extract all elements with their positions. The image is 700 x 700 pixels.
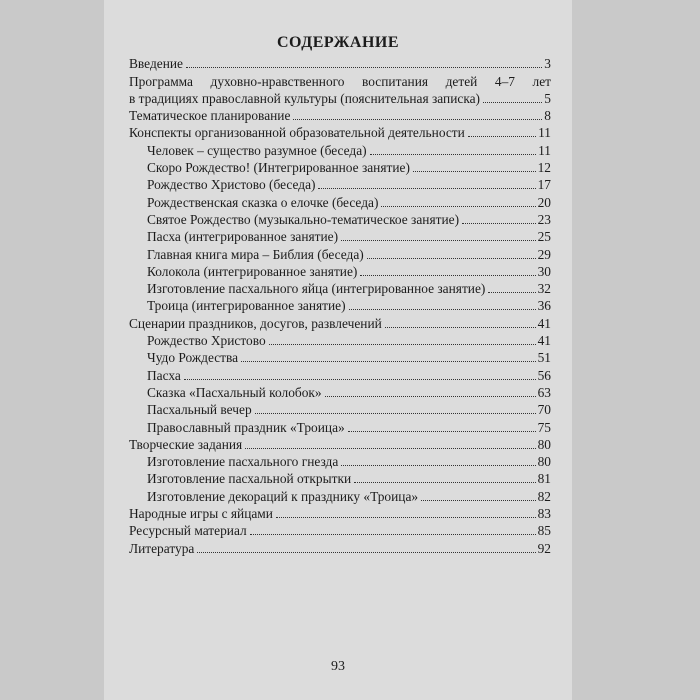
toc-entry-title: Человек – существо разумное (беседа) [147, 142, 367, 158]
dot-leader [341, 465, 535, 466]
toc-entry-page: 36 [537, 298, 551, 314]
toc-entry-title: Творческие задания [129, 436, 243, 452]
toc-entry [129, 470, 551, 487]
toc-entry [129, 245, 551, 262]
toc-entry [129, 107, 551, 124]
toc-entry [129, 522, 551, 539]
toc-entry-title: Рождественская сказка о елочке (беседа) [147, 194, 379, 210]
dot-leader [276, 517, 536, 518]
toc-entry-page: 83 [537, 506, 551, 522]
toc-entry-title: Святое Рождество (музыкально-тематическое занятие) [147, 211, 460, 227]
toc-entry-page: 81 [537, 471, 551, 487]
dot-leader [488, 292, 535, 293]
toc-entry [129, 349, 551, 366]
toc-entry-page: 3 [544, 56, 551, 72]
book-page [104, 0, 572, 700]
toc-entry-title: Колокола (интегрированное занятие) [147, 263, 358, 279]
dot-leader [197, 552, 535, 553]
toc-entry-title: Конспекты организованной образовательной деятельности [129, 125, 465, 141]
toc-entry-title: в традициях православной культуры (пояснительная записка) [129, 90, 481, 106]
toc-entry [129, 332, 551, 349]
toc-entry-page: 63 [537, 384, 551, 400]
dot-leader [468, 136, 536, 137]
toc-entry-page: 56 [537, 367, 551, 383]
toc-entry [129, 453, 551, 470]
toc-entry [129, 90, 551, 107]
toc-entry [129, 211, 551, 228]
toc-entry [129, 228, 551, 245]
toc-entry-title: Сказка «Пасхальный колобок» [147, 384, 322, 400]
toc-entry [129, 193, 551, 210]
toc-entry [129, 297, 551, 314]
dot-leader [483, 102, 542, 103]
dot-leader [354, 482, 535, 483]
dot-leader [318, 188, 535, 189]
toc-entry-title: Изготовление пасхальной открытки [147, 471, 352, 487]
toc-entry-title: Сценарии праздников, досугов, развлечений [129, 315, 382, 331]
toc-entry [129, 176, 551, 193]
toc-entry-title: Православный праздник «Троица» [147, 419, 345, 435]
dot-leader [462, 223, 536, 224]
dot-leader [385, 327, 536, 328]
toc-entry-title: Изготовление пасхального гнезда [147, 454, 339, 470]
toc-entry [129, 124, 551, 141]
toc-entry-title: Введение [129, 56, 183, 72]
dot-leader [381, 206, 535, 207]
toc-entry-title: Ресурсный материал [129, 523, 247, 539]
dot-leader [255, 413, 536, 414]
toc-entry-page: 30 [537, 263, 551, 279]
toc-entry [129, 159, 551, 176]
dot-leader [184, 379, 536, 380]
toc-entry-page: 5 [544, 90, 551, 106]
dot-leader [293, 119, 542, 120]
toc-entry [129, 280, 551, 297]
toc-entry-page: 32 [537, 281, 551, 297]
dot-leader [360, 275, 535, 276]
dot-leader [413, 171, 536, 172]
dot-leader [421, 500, 536, 501]
dot-leader [250, 534, 536, 535]
toc-entry-page: 80 [537, 436, 551, 452]
toc-entry-title: Рождество Христово (беседа) [147, 177, 316, 193]
toc-entry-title: Троица (интегрированное занятие) [147, 298, 346, 314]
table-of-contents [129, 55, 551, 557]
toc-entry-page: 17 [537, 177, 551, 193]
toc-entry-page: 8 [544, 108, 551, 124]
dot-leader [186, 67, 542, 68]
toc-entry-title: Главная книга мира – Библия (беседа) [147, 246, 364, 262]
toc-entry-page: 41 [537, 315, 551, 331]
toc-entry-title: Пасха [147, 367, 181, 383]
toc-entry-page: 29 [537, 246, 551, 262]
toc-entry-title: Изготовление пасхального яйца (интегрированное занятие) [147, 281, 486, 297]
dot-leader [341, 240, 536, 241]
toc-entry [129, 487, 551, 504]
toc-entry-title: Рождество Христово [147, 333, 266, 349]
toc-entry [129, 263, 551, 280]
toc-entry [129, 418, 551, 435]
toc-entry-page: 92 [537, 540, 551, 556]
toc-entry-title: Пасха (интегрированное занятие) [147, 229, 339, 245]
dot-leader [349, 309, 536, 310]
toc-entry-title: Программа духовно-нравственного воспитания детей 4–7 лет [129, 73, 551, 89]
toc-entry-title: Пасхальный вечер [147, 402, 252, 418]
dot-leader [325, 396, 536, 397]
toc-entry-page: 11 [538, 125, 551, 141]
toc-entry [129, 401, 551, 418]
toc-entry-page: 51 [537, 350, 551, 366]
toc-entry-page: 41 [537, 333, 551, 349]
toc-entry-page: 11 [538, 142, 551, 158]
toc-entry [129, 505, 551, 522]
dot-leader [245, 448, 535, 449]
toc-entry-page: 23 [537, 211, 551, 227]
toc-entry-title: Народные игры с яйцами [129, 506, 273, 522]
dot-leader [241, 361, 535, 362]
toc-entry-title: Изготовление декораций к празднику «Троица» [147, 488, 419, 504]
toc-entry-page: 80 [537, 454, 551, 470]
toc-entry-title: Скоро Рождество! (Интегрированное занятие) [147, 160, 410, 176]
toc-entry-page: 75 [537, 419, 551, 435]
toc-entry-page: 20 [537, 194, 551, 210]
toc-entry-title: Чудо Рождества [147, 350, 239, 366]
page-number: 93 [331, 659, 345, 674]
toc-entry [129, 55, 551, 72]
toc-entry [129, 72, 551, 89]
toc-entry [129, 384, 551, 401]
dot-leader [269, 344, 536, 345]
toc-entry-title: Тематическое планирование [129, 108, 291, 124]
toc-entry-page: 82 [537, 488, 551, 504]
toc-entry-title: Литература [129, 540, 195, 556]
dot-leader [348, 431, 536, 432]
toc-entry-page: 25 [537, 229, 551, 245]
dot-leader [370, 154, 536, 155]
page-title: СОДЕРЖАНИЕ [276, 34, 400, 51]
toc-entry [129, 141, 551, 158]
toc-entry [129, 314, 551, 331]
toc-entry [129, 539, 551, 556]
toc-entry-page: 12 [537, 160, 551, 176]
dot-leader [367, 258, 536, 259]
toc-entry-page: 70 [537, 402, 551, 418]
toc-entry-page: 85 [537, 523, 551, 539]
toc-entry [129, 366, 551, 383]
toc-entry [129, 436, 551, 453]
